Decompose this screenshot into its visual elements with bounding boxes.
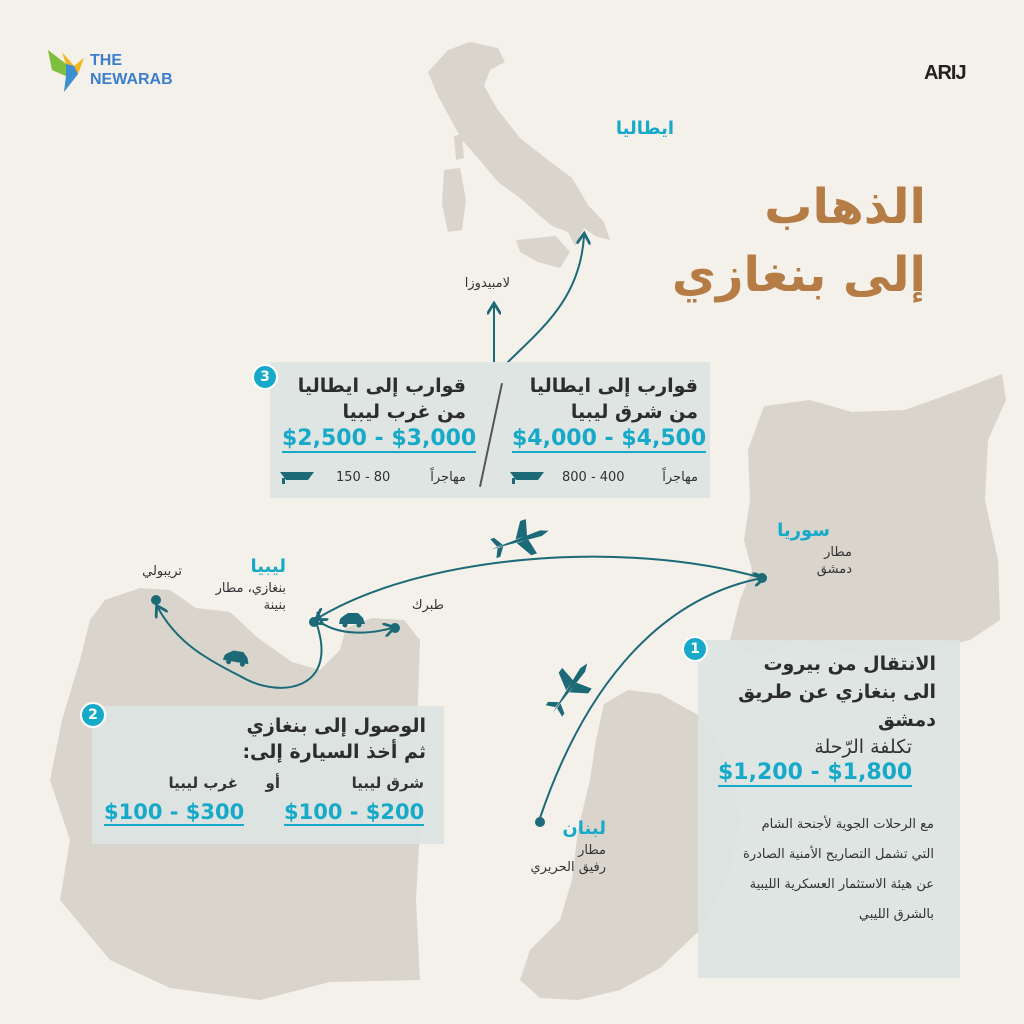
label-beirut-airport: مطار رفيق الحريري [530, 843, 606, 875]
benghazi-dot [309, 617, 319, 627]
bird-logo-icon [44, 44, 88, 96]
tobruk-dot [390, 623, 400, 633]
step2-heading-line2: ثم أخذ السيارة إلى: [242, 741, 426, 763]
step3-east-heading-line1: قوارب إلى ايطاليا [529, 375, 698, 397]
label-syria: سوريا [777, 520, 830, 541]
label-lampedusa: لامبيدوزا [464, 276, 510, 291]
step1-note: مع الرحلات الجوية لأجنحة الشام التي تشمل التصاريح الأمنية الصادرة عن هيئة الاستثمار العسكرية الليبية بالشرق الليبي [743, 817, 934, 922]
step1-heading: الانتقال من بيروت الى بنغازي عن طريق دمشق [738, 653, 936, 731]
step2-west-price: $100 - $300 [104, 800, 245, 824]
arij-logo[interactable]: ARIJ [924, 62, 966, 84]
label-italy: ايطاليا [615, 118, 674, 139]
step3-west-migrants-label: مهاجراً [430, 470, 466, 485]
step1-price: $1,200 - $1,800 [718, 760, 913, 785]
label-lebanon: لبنان [562, 818, 606, 839]
step2-badge: 2 [80, 702, 106, 728]
step3-west-heading-line1: قوارب إلى ايطاليا [297, 375, 466, 397]
step3-west-migrants-range: 150 - 80 [336, 470, 391, 485]
step1-cost-label: تكلفة الرّحلة [814, 736, 912, 758]
step3-east-price: $4,000 - $4,500 [512, 426, 707, 451]
route-damascus-benghazi [318, 557, 762, 618]
step3-badge: 3 [252, 364, 278, 390]
step3-east-heading-line2: من شرق ليبيا [570, 401, 698, 423]
step2-heading-line1: الوصول إلى بنغازي [246, 715, 426, 737]
boat-icon [278, 464, 316, 486]
newarab-logo[interactable] [44, 44, 184, 96]
tripoli-dot [151, 595, 161, 605]
label-tripoli: تريبولي [142, 564, 182, 579]
step2-west-label: غرب ليبيا [168, 774, 238, 792]
step2-or-label: أو [265, 774, 280, 792]
sardinia-landmass [442, 168, 466, 232]
brand-name-line2: NEWARAB [90, 71, 173, 88]
step2-east-label: شرق ليبيا [351, 774, 424, 792]
step3-west-heading-line2: من غرب ليبيا [342, 401, 466, 423]
label-tobruk: طبرك [411, 598, 444, 613]
damascus-dot [757, 573, 767, 583]
step1-badge: 1 [682, 636, 708, 662]
brand-name-line1: THE [90, 52, 122, 69]
label-damascus-airport: مطار دمشق [816, 545, 852, 577]
car-icon [339, 613, 365, 628]
label-benghazi-airport: بنغازي، مطار بنينة [215, 581, 286, 613]
boat-icon [508, 464, 546, 486]
syria-landmass [730, 374, 1006, 660]
page-title-line2: إلى بنغازي [671, 247, 926, 303]
step3-east-migrants-label: مهاجراً [662, 470, 698, 485]
step3-west-price: $2,500 - $3,000 [282, 426, 477, 451]
beirut-dot [535, 817, 545, 827]
page-title-line1: الذهاب [764, 179, 926, 235]
label-libya: ليبيا [250, 556, 286, 577]
step3-east-migrants-range: 800 - 400 [562, 470, 625, 485]
airplane-icon [538, 653, 602, 723]
step2-east-price: $100 - $200 [284, 800, 425, 824]
sicily-landmass [516, 236, 570, 268]
